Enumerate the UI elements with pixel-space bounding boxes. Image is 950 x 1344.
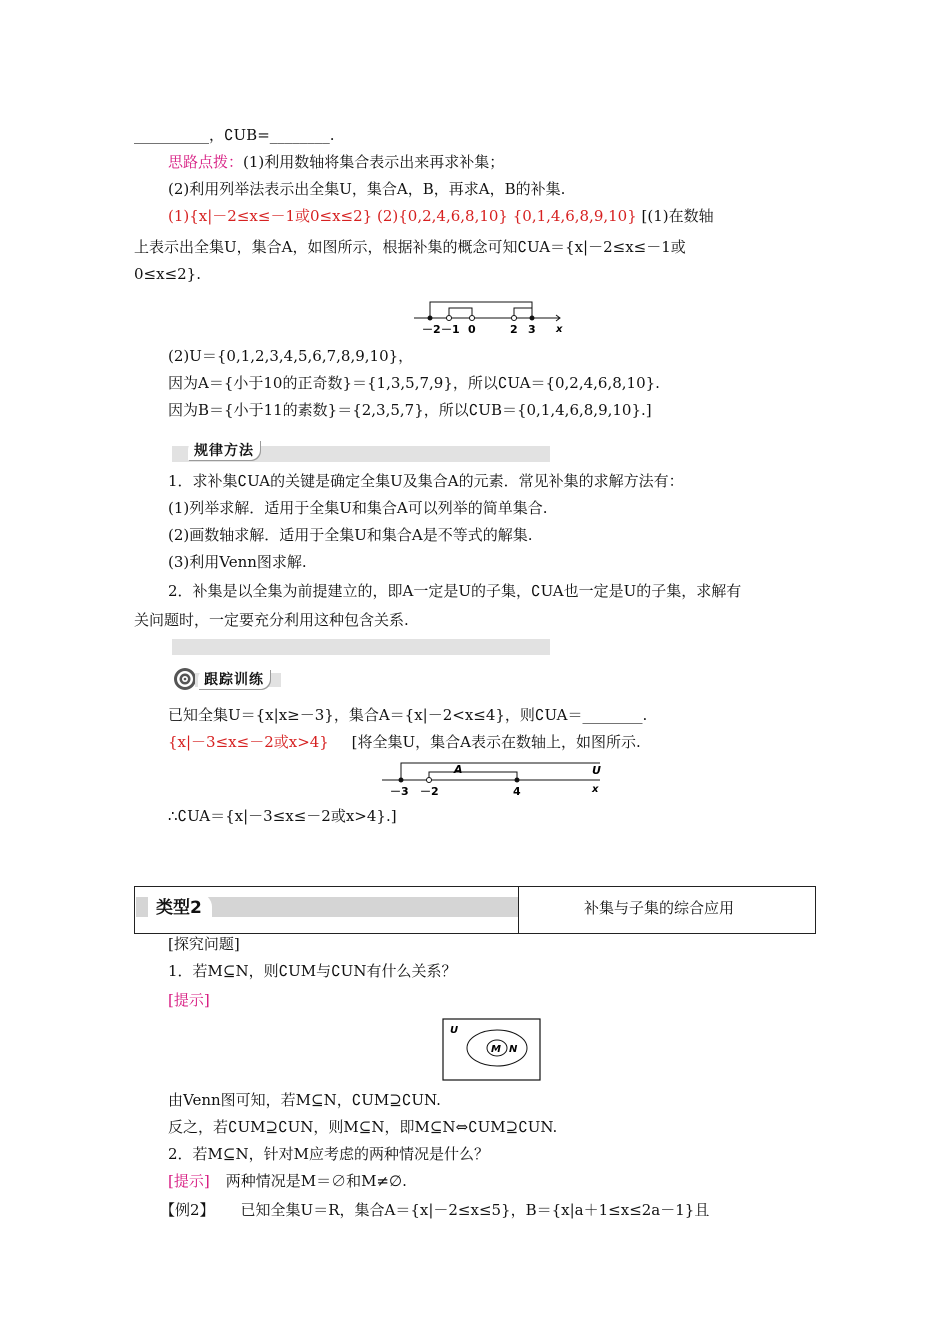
set-U-label: U [592, 764, 601, 777]
method-p1: 1．求补集∁UA的关键是确定全集U及集合A的元素．常见补集的求解方法有： [168, 472, 684, 490]
method-p3: (2)画数轴求解．适用于全集U和集合A是不等式的解集. [168, 526, 533, 544]
target-icon [173, 667, 197, 691]
method-p5b: 关问题时，一定要充分利用这种包含关系. [134, 611, 409, 629]
method-p5a: 2．补集是以全集为前提建立的，即A一定是U的子集，∁UA也一定是U的子集，求解有 [168, 582, 742, 600]
explore-a3: 两种情况是M＝∅和M≠∅. [225, 1172, 407, 1190]
answer-line-3: 0≤x≤2}. [134, 265, 201, 283]
blank-line: __________，∁UB=________. [134, 126, 335, 144]
hint-label-2: [提示] [168, 1172, 210, 1190]
practice-title: 跟踪训练 [198, 669, 270, 689]
venn-diagram [442, 1018, 542, 1082]
number-line-diagram-2 [378, 760, 608, 800]
tick-label: －2 [422, 323, 441, 336]
answer-line-1 [168, 206, 714, 226]
axis-label: x [556, 324, 563, 335]
practice-conclusion: ∴∁UA＝{x|－3≤x≤－2或x>4}.] [168, 807, 397, 825]
tick-label: －2 [420, 785, 439, 798]
tick-label: 2 [510, 323, 518, 336]
hint-line [168, 152, 504, 172]
explore-q2: 2．若M⊆N，针对M应考虑的两种情况是什么？ [168, 1145, 489, 1163]
tick-label: 0 [468, 323, 476, 336]
explore-a3-line [168, 1171, 407, 1191]
hint-text-2: (2)利用列举法表示出全集U，集合A，B，再求A，B的补集. [168, 180, 566, 198]
method-p4: (3)利用Venn图求解. [168, 553, 307, 571]
practice-answer-black: [将全集U，集合A表示在数轴上，如图所示. [346, 733, 641, 751]
type2-label: 类型2 [148, 893, 212, 918]
tick-label: －1 [441, 323, 460, 336]
example-label: 【例2】 [160, 1201, 215, 1219]
explore-a1: 由Venn图可知，若M⊆N，∁UM⊇∁UN. [168, 1091, 441, 1109]
venn-M-label: M [491, 1044, 501, 1055]
explore-header: [探究问题] [168, 935, 240, 953]
venn-U-label: U [450, 1025, 459, 1036]
tick-label: －3 [390, 785, 409, 798]
tick-label: 4 [513, 785, 521, 798]
answer-red: (1){x|－2≤x≤－1或0≤x≤2} (2){0,2,4,6,8,10} {0,1,4,6,8,9,10} [168, 207, 637, 225]
hint-text-1: (1)利用数轴将集合表示出来再求补集； [243, 153, 505, 171]
answer2-line-2: 因为A＝{小于10的正奇数}＝{1,3,5,7,9}，所以∁UA＝{0,2,4,6,8,10}. [168, 374, 660, 392]
example-text: 已知全集U＝R，集合A＝{x|－2≤x≤5}，B＝{x|a＋1≤x≤2a－1}且 [240, 1201, 710, 1219]
answer2-line-1: (2)U＝{0,1,2,3,4,5,6,7,8,9,10}， [168, 347, 414, 365]
explore-q1: 1．若M⊆N，则∁UM与∁UN有什么关系？ [168, 962, 457, 980]
venn-N-label: N [509, 1044, 518, 1055]
practice-answer-red: {x|－3≤x≤－2或x>4} [168, 733, 329, 751]
practice-question: 已知全集U＝{x|x≥－3}，集合A＝{x|－2<x≤4}，则∁UA＝________. [168, 706, 648, 724]
tick-label: 3 [528, 323, 536, 336]
method-footer-bar [172, 639, 550, 655]
answer-black: [(1)在数轴 [636, 207, 714, 225]
number-line-diagram-1 [410, 296, 570, 340]
answer2-line-3: 因为B＝{小于11的素数}＝{2,3,5,7}，所以∁UB＝{0,1,4,6,8,9,10}.] [168, 401, 652, 419]
explore-a2: 反之，若∁UM⊇∁UN，则M⊆N，即M⊆N⇔∁UM⊇∁UN. [168, 1118, 558, 1136]
example-line [160, 1200, 709, 1220]
axis-label: x [592, 784, 599, 795]
hint-label-1: [提示] [168, 991, 210, 1009]
answer-line-2: 上表示出全集U，集合A，如图所示，根据补集的概念可知∁UA＝{x|－2≤x≤－1或 [134, 238, 686, 256]
method-p2: (1)列举求解．适用于全集U和集合A可以列举的简单集合. [168, 499, 548, 517]
set-A-label: A [454, 763, 463, 776]
type2-title: 补集与子集的综合应用 [584, 899, 735, 917]
type2-divider [518, 886, 519, 934]
practice-answer [168, 732, 641, 752]
hint-label: 思路点拨： [168, 153, 244, 171]
method-title: 规律方法 [188, 440, 260, 460]
